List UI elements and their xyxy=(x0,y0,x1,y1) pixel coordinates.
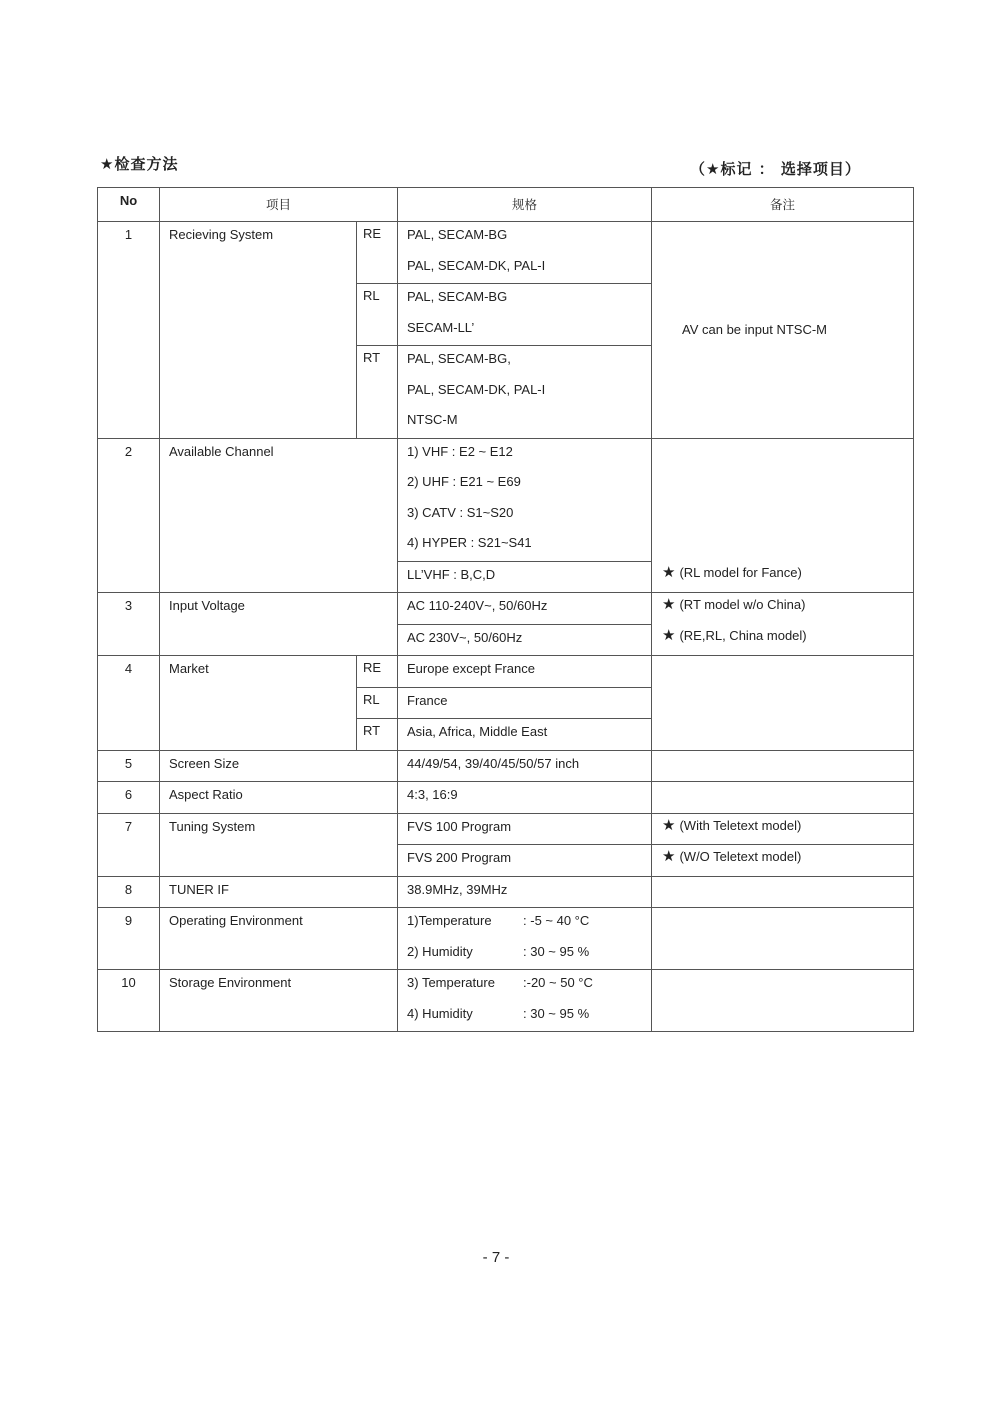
legend-note: （★标记 ： 选择项目） xyxy=(690,160,861,178)
spec-table xyxy=(97,187,914,1032)
spec-value: 4) Humidity : 30 ~ 95 % xyxy=(398,1001,652,1032)
row-item: Operating Environment xyxy=(160,908,398,970)
col-header-item: 项目 xyxy=(160,188,398,222)
row-item: Available Channel xyxy=(160,438,398,593)
spec-value: 4:3, 16:9 xyxy=(398,782,652,814)
row-number: 10 xyxy=(98,970,160,1032)
model-code: RT xyxy=(357,346,398,439)
spec-value: 1) VHF : E2 ~ E12 xyxy=(398,438,652,469)
row-number: 1 xyxy=(98,222,160,439)
table-row xyxy=(98,222,914,253)
table-header-row xyxy=(98,188,914,222)
model-code: RT xyxy=(357,719,398,751)
row-item: Screen Size xyxy=(160,750,398,782)
row-item: Storage Environment xyxy=(160,970,398,1032)
spec-value: NTSC-M xyxy=(398,407,652,438)
col-header-spec: 规格 xyxy=(398,188,652,222)
spec-value: PAL, SECAM-DK, PAL-I xyxy=(398,253,652,284)
spec-value: LL’VHF : B,C,D xyxy=(398,561,652,593)
table-row xyxy=(98,970,914,1001)
row-number: 9 xyxy=(98,908,160,970)
row-item: Tuning System xyxy=(160,813,398,876)
spec-value: SECAM-LL’ xyxy=(398,315,652,346)
row-number: 5 xyxy=(98,750,160,782)
row-item: Market xyxy=(160,656,357,751)
spec-value: FVS 200 Program xyxy=(398,845,652,877)
spec-value: 2) Humidity : 30 ~ 95 % xyxy=(398,939,652,970)
table-row xyxy=(98,656,914,688)
row-number: 4 xyxy=(98,656,160,751)
table-row xyxy=(98,908,914,939)
row-item: Recieving System xyxy=(160,222,357,439)
spec-value: 2) UHF : E21 ~ E69 xyxy=(398,469,652,500)
table-row xyxy=(98,876,914,908)
star-icon: ★ xyxy=(662,564,676,581)
spec-value: Asia, Africa, Middle East xyxy=(398,719,652,751)
spec-value: 4) HYPER : S21~S41 xyxy=(398,530,652,561)
model-code: RE xyxy=(357,656,398,688)
col-header-note: 备注 xyxy=(652,188,914,222)
col-header-no: No xyxy=(98,188,160,222)
row-note: ★ (RE,RL, China model) xyxy=(652,624,914,656)
star-icon: ★ xyxy=(662,627,676,644)
spec-value: AC 110-240V~, 50/60Hz xyxy=(398,593,652,625)
table-row xyxy=(98,593,914,625)
row-note: ★ (RL model for Fance) xyxy=(652,561,914,593)
spec-value: 3) Temperature :-20 ~ 50 °C xyxy=(398,970,652,1001)
spec-value: PAL, SECAM-DK, PAL-I xyxy=(398,377,652,408)
section-title: ★检查方法 xyxy=(100,155,179,173)
table-row xyxy=(98,750,914,782)
spec-value: PAL, SECAM-BG, xyxy=(398,346,652,377)
row-item: Input Voltage xyxy=(160,593,398,656)
spec-value: PAL, SECAM-BG xyxy=(398,222,652,253)
spec-value: AC 230V~, 50/60Hz xyxy=(398,624,652,656)
spec-value: France xyxy=(398,687,652,719)
model-code: RL xyxy=(357,284,398,346)
row-number: 7 xyxy=(98,813,160,876)
star-icon: ★ xyxy=(662,848,676,865)
row-item: Aspect Ratio xyxy=(160,782,398,814)
row-number: 2 xyxy=(98,438,160,593)
spec-value: 44/49/54, 39/40/45/50/57 inch xyxy=(398,750,652,782)
page-number: - 7 - xyxy=(482,1249,510,1266)
table-row xyxy=(98,782,914,814)
row-number: 8 xyxy=(98,876,160,908)
model-code: RL xyxy=(357,687,398,719)
table-row xyxy=(98,438,914,469)
table-row xyxy=(98,813,914,845)
spec-value: 1)Temperature : -5 ~ 40 °C xyxy=(398,908,652,939)
row-note: ★ (RT model w/o China) xyxy=(652,593,914,625)
row-item: TUNER IF xyxy=(160,876,398,908)
spec-value: PAL, SECAM-BG xyxy=(398,284,652,315)
row-number: 3 xyxy=(98,593,160,656)
spec-value: 38.9MHz, 39MHz xyxy=(398,876,652,908)
star-icon: ★ xyxy=(662,596,676,613)
spec-value: FVS 100 Program xyxy=(398,813,652,845)
row-number: 6 xyxy=(98,782,160,814)
spec-value: 3) CATV : S1~S20 xyxy=(398,500,652,531)
model-code: RE xyxy=(357,222,398,284)
spec-value: Europe except France xyxy=(398,656,652,688)
star-icon: ★ xyxy=(662,816,676,834)
row-note: ★ (W/O Teletext model) xyxy=(652,845,914,877)
row-note: AV can be input NTSC-M xyxy=(652,222,914,439)
row-note: ★ (With Teletext model) xyxy=(652,813,914,845)
